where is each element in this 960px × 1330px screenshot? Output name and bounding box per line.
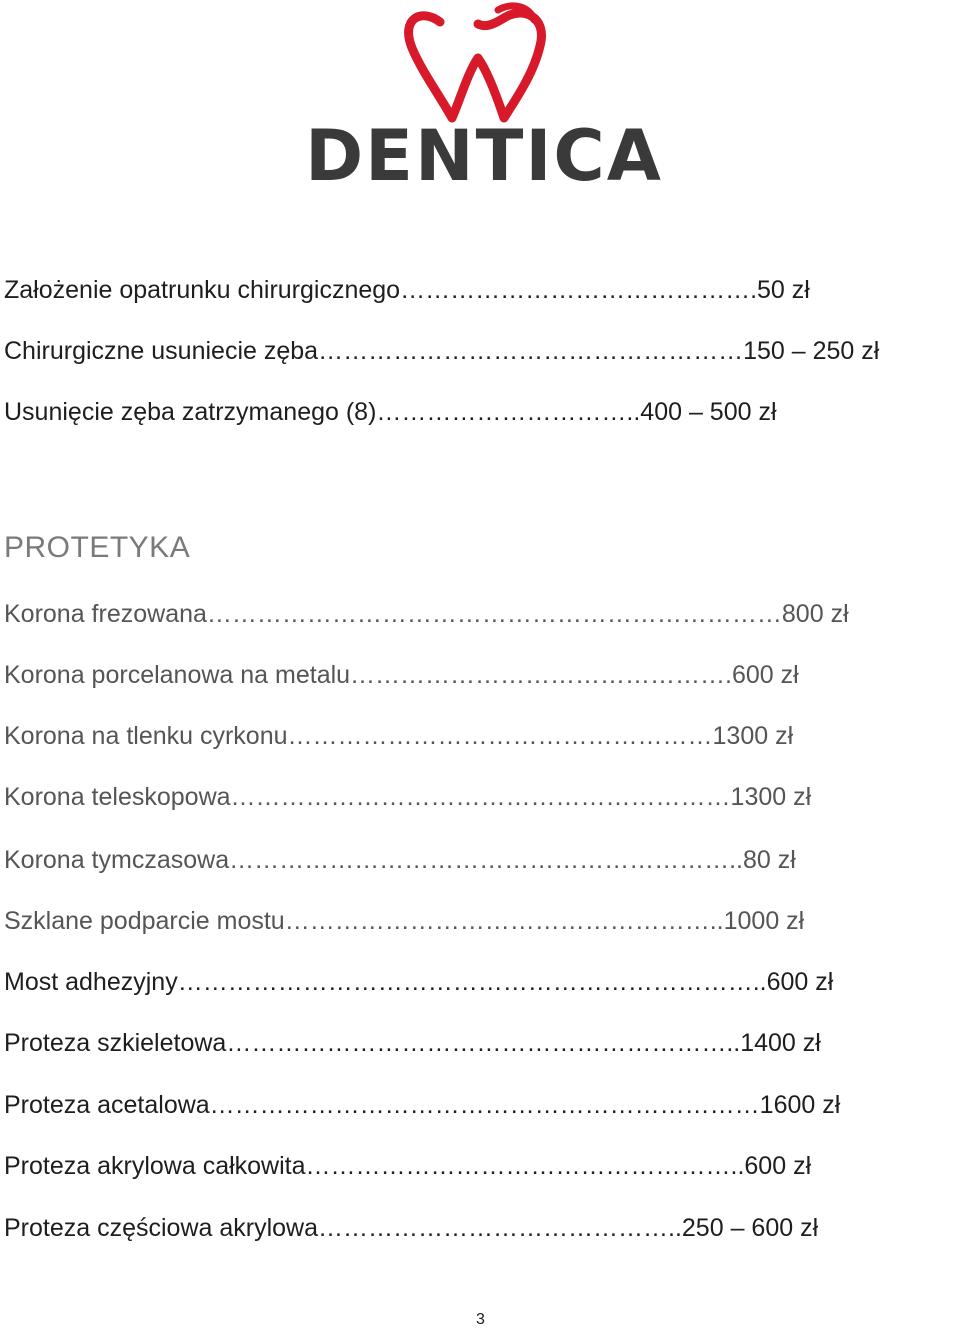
price-line-milled-crown: Korona frezowana……………………………………………………………800 zł: [4, 600, 849, 628]
dentica-logo: [272, 0, 696, 190]
price-line-adhesive-bridge: Most adhezyjny……………………………………………………………..600 zł: [4, 968, 834, 996]
price-line-telescopic-crown: Korona teleskopowa……………………………………………………1300 zł: [4, 783, 812, 811]
price-line-glass-bridge-support: Szklane podparcie mostu……………………………………………..1000 zł: [4, 907, 805, 935]
price-line-partial-acrylic-denture: Proteza częściowa akrylowa……………………………………..250 – 600 zł: [4, 1214, 819, 1242]
price-line-dressing: Założenie opatrunku chirurgicznego…………………………………….50 zł: [4, 276, 810, 304]
price-line-temporary-crown: Korona tymczasowa……………………………………………………..80 zł: [4, 846, 796, 874]
price-line-zirconia-crown: Korona na tlenku cyrkonu……………………………………………1300 zł: [4, 722, 794, 750]
price-line-skeletal-denture: Proteza szkieletowa……………………………………………………..1400 zł: [4, 1029, 821, 1057]
page-number: 3: [476, 1311, 485, 1328]
price-line-full-acrylic-denture: Proteza akrylowa całkowita……………………………………………..600 zł: [4, 1152, 812, 1180]
price-line-porcelain-metal-crown: Korona porcelanowa na metalu……………………………………….600 zł: [4, 661, 799, 689]
price-line-extraction: Chirurgiczne usuniecie zęba……………………………………………150 – 250 zł: [4, 337, 880, 365]
price-line-acetal-denture: Proteza acetalowa…………………………………………………………1600 zł: [4, 1091, 841, 1119]
price-line-impacted-extraction: Usunięcie zęba zatrzymanego (8)…………………………..400 – 500 zł: [4, 398, 777, 426]
section-title-prosthetics: PROTETYKA: [4, 531, 191, 564]
tooth-logo-icon: [272, 0, 696, 190]
logo-wordmark: DENTICA: [305, 115, 663, 190]
